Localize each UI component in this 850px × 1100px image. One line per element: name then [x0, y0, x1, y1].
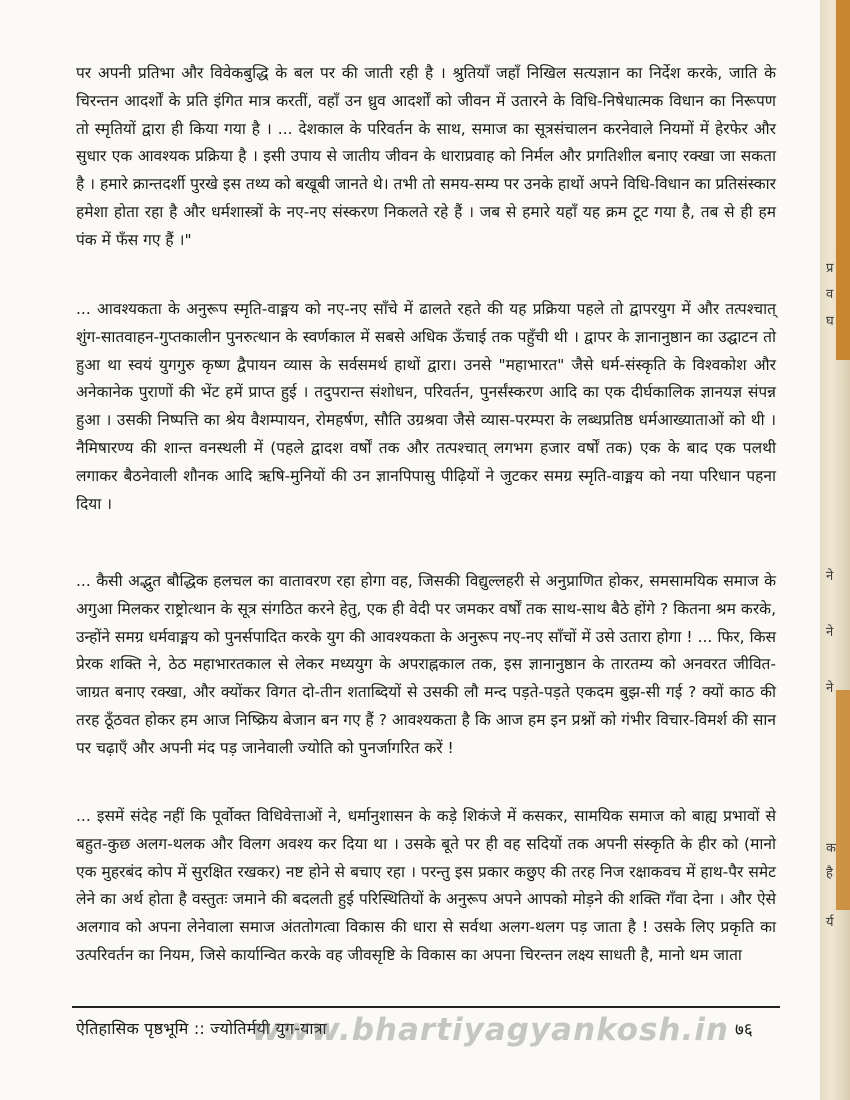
edge-text-fragment: ने: [826, 625, 834, 640]
edge-color-band: [836, 0, 850, 360]
paragraph-2: ... आवश्यकता के अनुरूप स्मृति-वाङ्मय को नए-नए साँचे में ढालते रहते की यह प्रक्रिया पहले तो द्वापरयुग में और तत्पश्चात् शुंग-सातवाहन-गुप्तकालीन पुनरुत्थान के स्वर्णकाल में सबसे अधिक ऊँचाई तक पहुँची थी । द्वापर के ज्ञानानुष्ठान का उद्घाटन तो हुआ था स्वयं युगगुरु कृष्ण द्वैपायन व्यास के सर्वसमर्थ हाथों द्वारा। उनसे "महाभारत" जैसे धर्म-संस्कृति के विश्वकोश और अनेकानेक पुराणों की भेंट हमें प्राप्त हुई । तदुपरान्त संशोधन, परिवर्तन, पुनर्संस्करण आदि का एक दीर्घकालिक ज्ञानयज्ञ संपन्न हुआ । उसकी निष्पत्ति का श्रेय वैशम्पायन, रोमहर्षण, सौति उग्रश्रवा जैसे व्यास-परम्परा के लब्धप्रतिष्ठ धर्मआख्याताओं को थी । नैमिषारण्य की शान्त वनस्थली में (पहले द्वादश वर्षों तक और तत्पश्चात् लगभग हजार वर्षों तक) एक के बाद एक पलथी लगाकर बैठनेवाली शौनक आदि ऋषि-मुनियों की उन ज्ञानपिपासु पीढ़ियों ने जुटकर समग्र स्मृति-वाङ्मय को नया परिधान पहना दिया ।: [76, 300, 776, 513]
edge-color-band: [836, 690, 850, 910]
edge-text-fragment: है: [826, 866, 833, 881]
paragraph-4: ... इसमें संदेह नहीं कि पूर्वोक्त विधिवेत्ताओं ने, धर्मानुशासन के कड़े शिकंजे में कसकर, सामयिक समाज को बाह्य प्रभावों से बहुत-कुछ अलग-थलक और विलग अवश्य कर दिया था । उसके बूते पर ही वह सदियों तक अपनी संस्कृति के हीर को (मानो एक मुहरबंद कोप में सुरक्षित रखकर) नष्ट होने से बचाए रहा । परन्तु इस प्रकार कछुए की तरह निज रक्षाकवच में हाथ-पैर समेट लेने का अर्थ होता है वस्तुतः जमाने की बदलती हुई परिस्थितियों के अनुरूप अपने आपको मोड़ने की शक्ति गँवा देना । और ऐसे अलगाव को अपना लेनेवाला समाज अंततोगत्वा विकास की धारा से सर्वथा अलग-थलग पड़ जाता है ! उसके लिए प्रकृति का उत्परिवर्तन का नियम, जिसे कार्यान्वित करके वह जीवसृष्टि के विकास का अपना चिरन्तन लक्ष्य साधती है, मानो थम जाता: [76, 807, 776, 964]
edge-text-fragment: घ: [826, 314, 834, 329]
paragraph-1: पर अपनी प्रतिभा और विवेकबुद्धि के बल पर की जाती रही है । श्रुतियाँ जहाँ निखिल सत्यज्ञान का निर्देश करके, जाति के चिरन्तन आदर्शों के प्रति इंगित मात्र करतीं, वहाँ उन ध्रुव आदर्शों को जीवन में उतारने के विधि-निषेधात्मक विधान का निरूपण तो स्मृतियों द्वारा ही किया गया है । ... देशकाल के परिवर्तन के साथ, समाज का सूत्रसंचालन करनेवाले नियमों में हेरफेर और सुधार एक आवश्यक प्रक्रिया है । इसी उपाय से जातीय जीवन के धाराप्रवाह को निर्मल और प्रगतिशील बनाए रक्खा जा सकता है । हमारे क्रान्तदर्शी पुरखे इस तथ्य को बखूबी जानते थे। तभी तो समय-सम्य पर उनके हाथों अपने विधि-विधान का प्रतिसंस्कार हमेशा होता रहा है और धर्मशास्त्रों के नए-नए संस्करण निकलते रहे हैं । जब से हमारे यहाँ यह क्रम टूट गया है, तब से ही हम पंक में फँस गए हैं ।": [76, 64, 776, 249]
edge-text-fragment: प्र: [826, 261, 834, 276]
edge-text-fragment: ने: [826, 681, 834, 696]
edge-text-fragment: ने: [826, 569, 834, 584]
page-number: ७६: [735, 1020, 753, 1040]
adjacent-page-edge: [820, 0, 850, 1100]
paragraph-3: ... कैसी अद्भुत बौद्धिक हलचल का वातावरण रहा होगा वह, जिसकी विद्युल्लहरी से अनुप्राणित होकर, समसामयिक समाज के अगुआ मिलकर राष्ट्रोत्थान के सूत्र संगठित करने हेतु, एक ही वेदी पर जमकर वर्षों तक साथ-साथ बैठे होंगे ? कितना श्रम करके, उन्होंने समग्र धर्मवाङ्मय को पुनर्सपादित करके युग की आवश्यकता के अनुरूप नए-नए साँचों में उसे उतारा होगा ! ... फिर, किस प्रेरक शक्ति ने, ठेठ महाभारतकाल से लेकर मध्ययुग के अपराह्नकाल तक, इस ज्ञानानुष्ठान के तारतम्य को अनवरत जीवित-जाग्रत बनाए रक्खा, और क्योंकर विगत दो-तीन शताब्दियों से उसकी लौ मन्द पड़ते-पड़ते एकदम बुझ-सी गई ? क्यों काठ की तरह ठूँठवत होकर हम आज निष्क्रिय बेजान बन गए हैं ? आवश्यकता है कि आज हम इन प्रश्नों को गंभीर विचार-विमर्श की सान पर चढ़ाएँ और अपनी मंद पड़ जानेवाली ज्योति को पुनर्जागरित करें !: [76, 572, 776, 757]
edge-text-fragment: व: [826, 287, 834, 302]
running-footer-title: ऐतिहासिक पृष्ठभूमि :: ज्योतिर्मयी युग-यात्रा: [76, 1019, 327, 1038]
footer-divider: [72, 1006, 780, 1008]
watermark: www.bhartiyagyankosh.in: [252, 1012, 729, 1048]
edge-text-fragment: र्य: [826, 915, 834, 930]
edge-text-fragment: क: [826, 841, 836, 856]
